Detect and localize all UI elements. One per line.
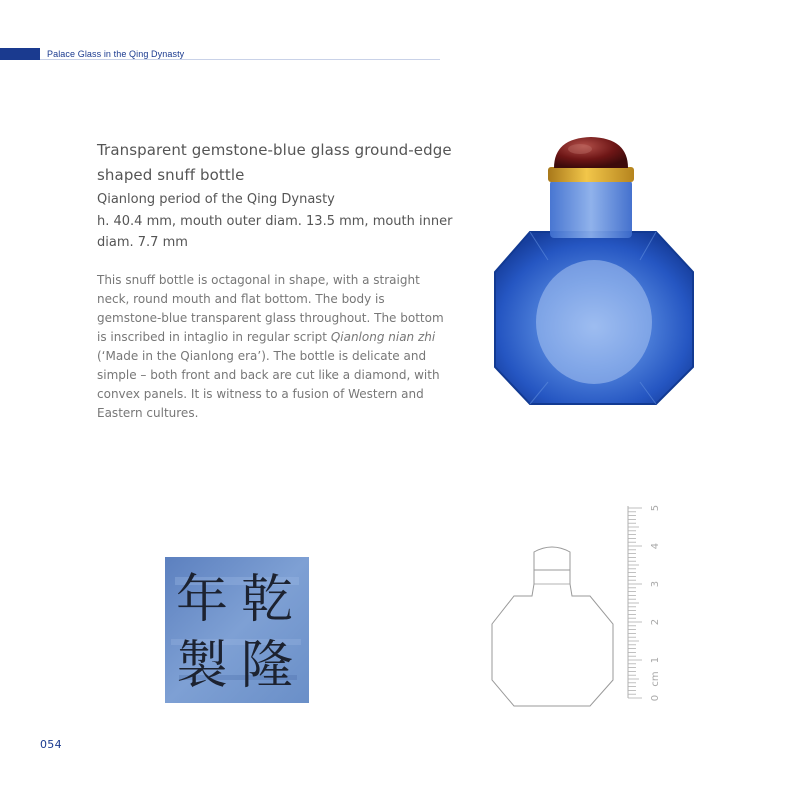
base-inscription-photo [165,557,309,703]
description-italic-term: Qianlong nian zhi [330,330,436,344]
page-number: 054 [40,738,62,751]
seal-char-nian: 年 [175,570,229,630]
ruler-label: 4 [650,542,661,550]
ruler-labels [650,505,661,701]
description-part-1: This snuff bottle is octagonal in shape, with a straight neck, round mouth and flat bottom. The body is gemstone-blue transparent glass throughout. The bottom is inscribed in intaglio in regular script [97,273,444,344]
seal-image [165,557,309,703]
seal-char-qian: 乾 [240,570,294,630]
ruler-label: 1 [650,656,661,664]
description-part-2: (‘Made in the Qianlong era’). The bottle is delicate and simple – both front and back are cut like a diamond, with convex panels. It is witness to a fusion of Western and Eastern cultures. [97,349,440,420]
scale-ruler [618,498,668,708]
ruler-label: 5 [650,504,661,512]
ruler-label: 2 [650,618,661,626]
entry-period: Qianlong period of the Qing Dynasty [97,192,335,207]
seal-char-long: 隆 [240,636,294,696]
ruler-ticks [628,508,642,698]
snuff-bottle-photo [488,132,698,407]
ruler-unit: cm [650,671,661,687]
ruler-label: 3 [650,580,661,588]
entry-description [97,271,449,423]
running-title: Palace Glass in the Qing Dynasty [47,49,185,59]
header-accent-bar [0,48,40,60]
ruler-label: 0 [650,694,661,702]
bottle-outline-drawing [490,540,615,710]
entry-dimensions: h. 40.4 mm, mouth outer diam. 13.5 mm, mouth inner diam. 7.7 mm [97,213,453,250]
entry-title: Transparent gemstone-blue glass ground-edge shaped snuff bottle [97,141,452,184]
seal-char-zhi: 製 [175,636,229,696]
entry-meta [97,189,467,254]
header-rule [40,59,440,60]
